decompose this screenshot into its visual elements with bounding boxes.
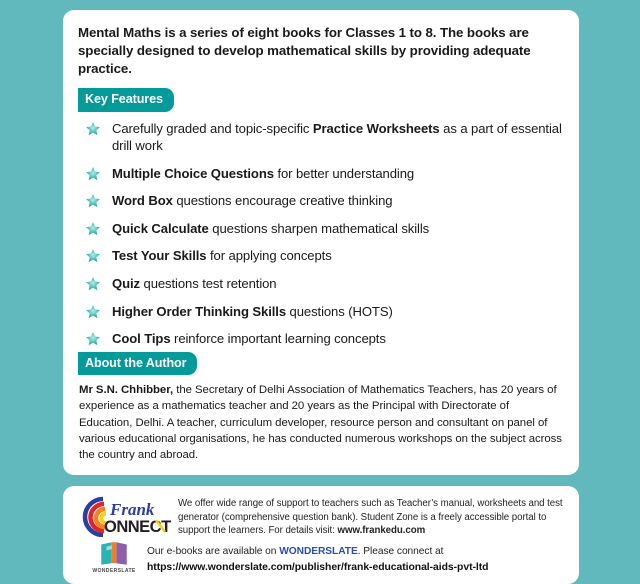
intro-paragraph: Mental Maths is a series of eight books for Classes 1 to 8. The books are specially designed to develop mathematical skills by providing adequate practice. xyxy=(78,25,531,77)
star-icon xyxy=(85,331,101,347)
feature-lead: Carefully graded and topic-specific xyxy=(112,120,313,136)
frank-connect-description xyxy=(178,494,569,537)
feature-item xyxy=(78,120,563,155)
author-bio-body: the Secretary of Delhi Association of Mathematics Teachers, has 20 years of experience as a mathematics teacher and 20 years as the Principal with Directorate of Education, Delhi. A teacher, curriculum developer, resource person and consultant on panel of various educational organisations, he has conducted numerous workshops on the subject across the country and abroad. xyxy=(79,384,562,461)
feature-item xyxy=(78,330,563,348)
star-icon xyxy=(85,248,101,264)
star-icon xyxy=(85,193,101,209)
feature-item xyxy=(78,275,563,293)
feature-item xyxy=(78,165,563,183)
feature-text xyxy=(112,165,414,183)
feature-strong: Cool Tips xyxy=(112,331,171,347)
feature-strong: Multiple Choice Questions xyxy=(112,165,274,181)
feature-item xyxy=(78,220,563,238)
frank-wordmark: Frank xyxy=(110,500,155,520)
feature-rest: questions (HOTS) xyxy=(286,303,393,319)
star-icon xyxy=(85,304,101,320)
frank-connect-logo xyxy=(81,496,173,537)
about-author-badge: About the Author xyxy=(78,352,197,376)
wonderslate-brand: WONDERSLATE xyxy=(279,546,358,558)
key-features-list xyxy=(78,120,563,348)
feature-text xyxy=(112,220,429,238)
frank-connect-row xyxy=(75,494,569,537)
key-features-badge: Key Features xyxy=(78,88,174,112)
wonderslate-logo-caption: WONDERSLATE xyxy=(92,568,136,575)
feature-rest: questions test retention xyxy=(139,276,277,292)
star-icon xyxy=(85,121,101,137)
star-icon xyxy=(85,166,101,182)
feature-text xyxy=(112,192,392,210)
wonderslate-row xyxy=(75,540,569,576)
feature-text xyxy=(112,120,563,155)
feature-rest: for better understanding xyxy=(273,165,415,181)
feature-rest: questions sharpen mathematical skills xyxy=(208,220,430,236)
feature-rest: questions encourage creative thinking xyxy=(172,193,393,209)
footer-card xyxy=(63,486,579,584)
wonderslate-description xyxy=(147,540,488,576)
feature-rest: as a part of essential drill work xyxy=(112,120,562,154)
feature-text xyxy=(112,330,386,348)
frank-paragraph: We offer wide range of support to teachers such as Teacher’s manual, worksheets and test generator (comprehensive question bank). Student Zone is a freely accessible portal to support the learners. For details visit: xyxy=(178,498,563,536)
feature-item xyxy=(78,303,563,321)
connect-wordmark: ONNECT xyxy=(104,518,171,537)
wonderslate-mid: . Please connect at xyxy=(357,546,444,558)
wonderslate-logo-block xyxy=(83,540,145,574)
feature-item xyxy=(78,192,563,210)
frank-website[interactable]: www.frankedu.com xyxy=(337,524,426,536)
wonderslate-book-icon xyxy=(99,540,129,567)
feature-strong: Practice Worksheets xyxy=(312,120,440,136)
feature-strong: Higher Order Thinking Skills xyxy=(112,303,286,319)
feature-rest: reinforce important learning concepts xyxy=(170,331,386,347)
feature-rest: for applying concepts xyxy=(206,248,332,264)
feature-text xyxy=(112,275,277,293)
feature-strong: Quick Calculate xyxy=(112,220,209,236)
feature-strong: Word Box xyxy=(112,193,173,209)
feature-text xyxy=(112,303,393,321)
feature-strong: Test Your Skills xyxy=(112,248,207,264)
feature-item xyxy=(78,247,563,265)
feature-text xyxy=(112,247,332,265)
star-icon xyxy=(85,276,101,292)
star-icon xyxy=(85,221,101,237)
main-content-card xyxy=(63,10,579,475)
wonderslate-url[interactable]: https://www.wonderslate.com/publisher/frank-educational-aids-pvt-ltd xyxy=(147,562,489,574)
feature-strong: Quiz xyxy=(112,276,140,292)
author-bio xyxy=(79,382,563,463)
wonderslate-lead: Our e-books are available on xyxy=(147,546,280,558)
author-name: Mr S.N. Chhibber, xyxy=(79,384,174,397)
